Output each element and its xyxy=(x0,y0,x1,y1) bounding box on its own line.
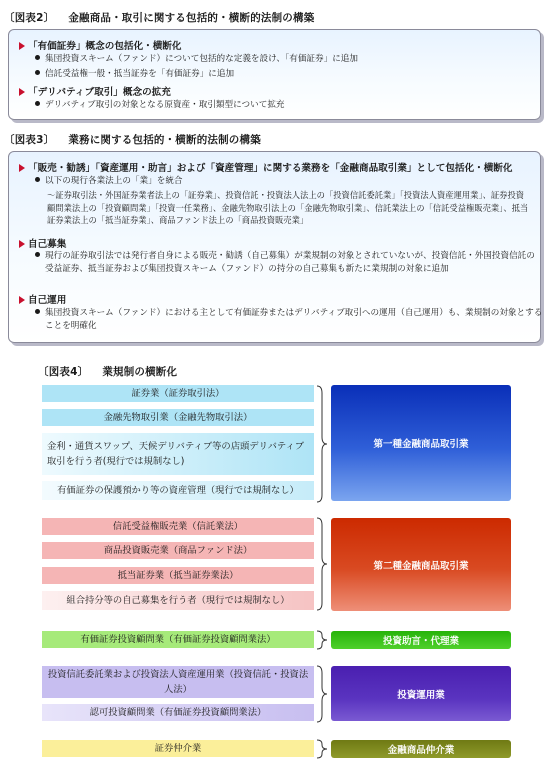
brace-icon xyxy=(316,665,328,723)
left-box-authorized-advisory: 認可投資顧問業（有価証券投資顧問業法） xyxy=(42,704,314,721)
triangle-bullet-icon xyxy=(19,240,25,248)
left-box-investment-trust: 投資信託委託業および投資法人資産運用業（投資信託・投資法人法） xyxy=(42,666,314,698)
left-box-self-offering: 組合持分等の自己募集を行う者（現行では規制なし） xyxy=(42,591,314,610)
brace-icon xyxy=(316,739,328,759)
fig2-item-derivative: デリバティブ取引の対象となる原資産・取引類型について拡充 xyxy=(35,99,285,112)
left-box-mortgage-securities: 抵当証券業（抵当証券業法） xyxy=(42,567,314,584)
fig3-sub-law-list: ～証券取引法・外国証券業者法上の「証券業」、投資信託・投資法人法上の「投資信託委託業」「投資法人資産運用業」、証券投資顧問業法上の「投資顧問業」「投資一任業務」、金融先物取引法上の「金融先物取引業」、信託業法上の「信託受益権販売業」、抵当証券業法上の「抵当証券業」、商品ファンド法上の「商品投資販売業」 xyxy=(47,190,529,225)
left-box-securities-intermediary: 証券仲介業 xyxy=(42,740,314,757)
left-box-otc-derivatives: 金利・通貨スワップ、天候デリバティブ等の店頭デリバティブ取引を行う者(現行では規制なし) xyxy=(42,433,314,475)
bullet-dot-icon xyxy=(35,101,40,106)
fig3-title-num: 〔図表3〕 xyxy=(4,134,55,146)
right-box-fi-intermediary: 金融商品仲介業 xyxy=(331,740,511,758)
left-box-investment-advisory: 有価証券投資顧問業（有価証券投資顧問業法） xyxy=(42,631,314,648)
fig2-item-fund: 集団投資スキーム（ファンド）について包括的な定義を設け、「有価証券」に追加 xyxy=(35,53,358,66)
fig4-title-num: 〔図表4〕 xyxy=(38,366,89,378)
fig2-item-trust: 信託受益権一般・抵当証券を「有価証券」に追加 xyxy=(35,68,234,81)
fig3-item-integrate: 以下の現行各業法上の「業」を統合 xyxy=(35,175,183,188)
fig3-item-self-management: 集団投資スキーム（ファンド）における主として有価証券またはデリバティブ取引への運用（自己運用）も、業規制の対象とすることを明確化 xyxy=(35,307,543,333)
fig2-title-num: 〔図表2〕 xyxy=(4,12,55,24)
fig3-head-self-offering: 自己募集 xyxy=(19,236,66,250)
fig2-title xyxy=(4,10,314,25)
triangle-bullet-icon xyxy=(19,164,25,172)
fig2-title-text: 金融商品・取引に関する包括的・横断的法制の構築 xyxy=(68,12,315,24)
bullet-dot-icon xyxy=(35,177,40,182)
fig2-panel xyxy=(8,29,541,120)
left-box-asset-custody: 有価証券の保護預かり等の資産管理（現行では規制なし） xyxy=(42,481,314,500)
brace-icon xyxy=(316,517,328,611)
left-box-trust-beneficiary: 信託受益権販売業（信託業法） xyxy=(42,518,314,535)
bullet-dot-icon xyxy=(35,55,40,60)
right-box-type1-fibo: 第一種金融商品取引業 xyxy=(331,385,511,501)
fig3-panel xyxy=(8,151,541,343)
fig3-title-text: 業務に関する包括的・横断的法制の構築 xyxy=(68,134,261,146)
triangle-bullet-icon xyxy=(19,88,25,96)
fig4-title-text: 業規制の横断化 xyxy=(102,366,178,378)
bullet-dot-icon xyxy=(35,252,40,257)
right-box-investment-management: 投資運用業 xyxy=(331,666,511,721)
left-box-securities-business: 証券業（証券取引法） xyxy=(42,385,314,402)
bullet-dot-icon xyxy=(35,309,40,314)
triangle-bullet-icon xyxy=(19,42,25,50)
fig3-item-self-offering: 現行の証券取引法では発行者自身による販売・勧誘（自己募集）が業規制の対象とされていないが、投資信託・外国投資信託の受益証券、抵当証券および集団投資スキーム（ファンド）の持分の自己募集も新たに業規制の対象に追加 xyxy=(35,250,543,276)
fig2-head-derivative: 「デリバティブ取引」概念の拡充 xyxy=(19,84,171,98)
right-box-advisory-agency: 投資助言・代理業 xyxy=(331,631,511,649)
fig4-title xyxy=(38,364,177,379)
brace-icon xyxy=(316,385,328,503)
left-box-financial-futures: 金融先物取引業（金融先物取引法） xyxy=(42,409,314,426)
fig3-head-business: 「販売・勧誘」「資産運用・助言」および「資産管理」に関する業務を「金融商品取引業」として包括化・横断化 xyxy=(19,160,512,174)
fig2-head-securities: 「有価証券」概念の包括化・横断化 xyxy=(19,38,182,52)
triangle-bullet-icon xyxy=(19,296,25,304)
fig3-head-self-management: 自己運用 xyxy=(19,292,66,306)
bullet-dot-icon xyxy=(35,70,40,75)
left-box-commodity-investment: 商品投資販売業（商品ファンド法） xyxy=(42,542,314,559)
brace-icon xyxy=(316,630,328,650)
fig3-title xyxy=(4,132,261,147)
right-box-type2-fibo: 第二種金融商品取引業 xyxy=(331,518,511,611)
